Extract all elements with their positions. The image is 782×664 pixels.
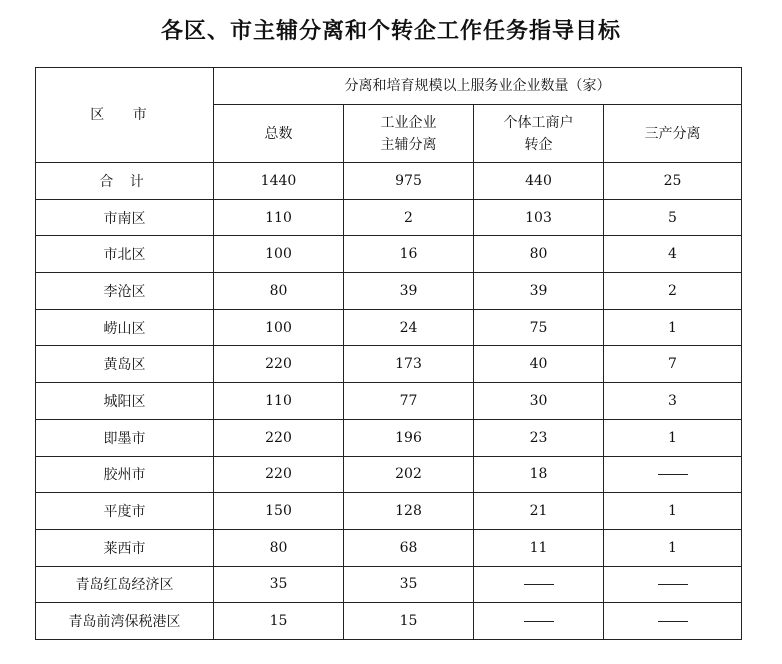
total-cell: 220 — [214, 419, 344, 456]
region-cell: 即墨市 — [36, 419, 214, 456]
industrial-cell: 39 — [344, 273, 474, 310]
industrial-cell: 35 — [344, 566, 474, 603]
individual-cell: 30 — [474, 383, 604, 420]
tertiary-cell: 25 — [604, 163, 742, 200]
table-row — [36, 419, 742, 456]
region-cell: 城阳区 — [36, 383, 214, 420]
industrial-header: 工业企业 主辅分离 — [344, 105, 474, 163]
region-cell: 市北区 — [36, 236, 214, 273]
industrial-cell: 2 — [344, 199, 474, 236]
individual-cell: 40 — [474, 346, 604, 383]
page-title: 各区、市主辅分离和个转企工作任务指导目标 — [160, 19, 621, 44]
industrial-cell: 15 — [344, 603, 474, 640]
empty-dash — [658, 474, 688, 475]
table-row — [36, 236, 742, 273]
total-cell: 80 — [214, 273, 344, 310]
individual-cell: 39 — [474, 273, 604, 310]
region-cell: 平度市 — [36, 493, 214, 530]
total-cell: 100 — [214, 236, 344, 273]
table-row — [36, 566, 742, 603]
total-cell: 35 — [214, 566, 344, 603]
total-cell: 15 — [214, 603, 344, 640]
total-header: 总数 — [214, 105, 344, 163]
region-cell: 合 计 — [36, 163, 214, 200]
region-cell: 黄岛区 — [36, 346, 214, 383]
individual-cell: 23 — [474, 419, 604, 456]
tertiary-cell: 2 — [604, 273, 742, 310]
individual-cell: 21 — [474, 493, 604, 530]
individual-cell — [474, 603, 604, 640]
tertiary-cell: 5 — [604, 199, 742, 236]
individual-cell: 103 — [474, 199, 604, 236]
industrial-cell: 128 — [344, 493, 474, 530]
industrial-cell: 202 — [344, 456, 474, 493]
industrial-cell: 77 — [344, 383, 474, 420]
total-cell: 110 — [214, 199, 344, 236]
industrial-cell: 16 — [344, 236, 474, 273]
region-cell: 青岛前湾保税港区 — [36, 603, 214, 640]
tertiary-cell: 3 — [604, 383, 742, 420]
individual-cell: 11 — [474, 529, 604, 566]
total-cell: 80 — [214, 529, 344, 566]
total-cell: 100 — [214, 309, 344, 346]
region-cell: 青岛红岛经济区 — [36, 566, 214, 603]
table-row — [36, 456, 742, 493]
individual-cell: 80 — [474, 236, 604, 273]
region-header: 区 市 — [36, 68, 214, 163]
group-header: 分离和培育规模以上服务业企业数量（家） — [214, 68, 742, 105]
tertiary-cell — [604, 566, 742, 603]
table-row — [36, 493, 742, 530]
industrial-cell: 24 — [344, 309, 474, 346]
region-cell: 莱西市 — [36, 529, 214, 566]
total-cell: 220 — [214, 456, 344, 493]
individual-cell — [474, 566, 604, 603]
tertiary-cell: 1 — [604, 419, 742, 456]
individual-cell: 440 — [474, 163, 604, 200]
tertiary-header: 三产分离 — [604, 105, 742, 163]
empty-dash — [524, 584, 554, 585]
table-row — [36, 199, 742, 236]
target-table — [35, 67, 742, 640]
total-cell: 110 — [214, 383, 344, 420]
table-row — [36, 603, 742, 640]
region-cell: 李沧区 — [36, 273, 214, 310]
table-row — [36, 346, 742, 383]
empty-dash — [658, 621, 688, 622]
tertiary-cell: 1 — [604, 529, 742, 566]
region-cell: 胶州市 — [36, 456, 214, 493]
tertiary-cell: 4 — [604, 236, 742, 273]
table-row — [36, 529, 742, 566]
table-row — [36, 309, 742, 346]
total-cell: 1440 — [214, 163, 344, 200]
table-row — [36, 383, 742, 420]
individual-cell: 75 — [474, 309, 604, 346]
industrial-cell: 196 — [344, 419, 474, 456]
region-cell: 市南区 — [36, 199, 214, 236]
tertiary-cell: 1 — [604, 309, 742, 346]
table-row — [36, 273, 742, 310]
tertiary-cell — [604, 456, 742, 493]
industrial-cell: 173 — [344, 346, 474, 383]
empty-dash — [524, 621, 554, 622]
tertiary-cell — [604, 603, 742, 640]
tertiary-cell: 7 — [604, 346, 742, 383]
individual-cell: 18 — [474, 456, 604, 493]
total-cell: 150 — [214, 493, 344, 530]
empty-dash — [658, 584, 688, 585]
tertiary-cell: 1 — [604, 493, 742, 530]
region-cell: 崂山区 — [36, 309, 214, 346]
table-row — [36, 163, 742, 200]
industrial-cell: 68 — [344, 529, 474, 566]
total-cell: 220 — [214, 346, 344, 383]
industrial-cell: 975 — [344, 163, 474, 200]
individual-header: 个体工商户 转企 — [474, 105, 604, 163]
